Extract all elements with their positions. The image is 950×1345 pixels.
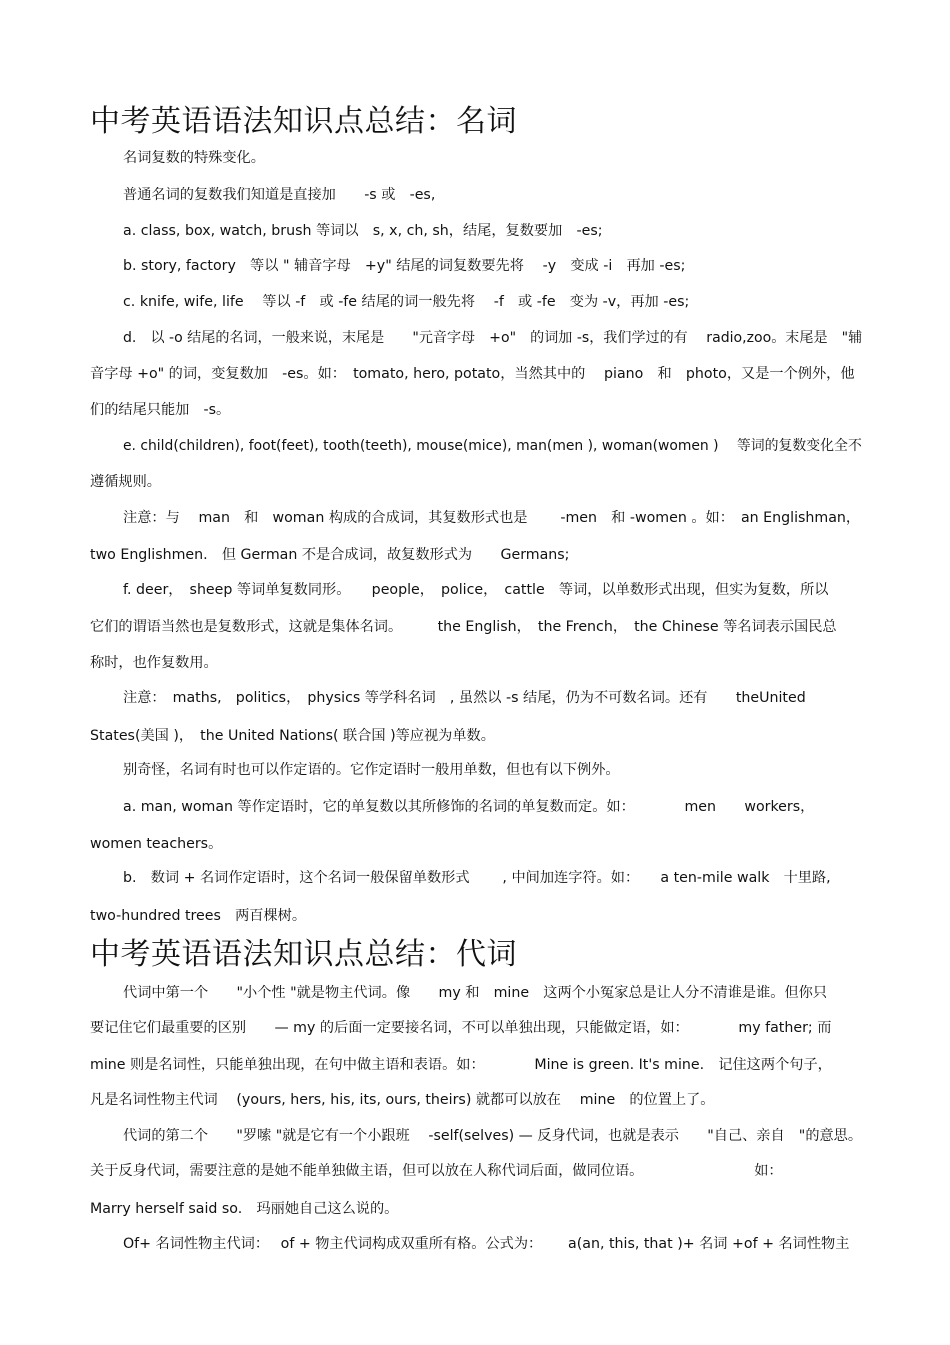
paragraph-line: e. child(children), foot(feet), tooth(teeth), mouse(mice), man(men ), woman(women ) 等词的复数变化全不 (123, 438, 862, 454)
paragraph-line: 注意：与 man 和 woman 构成的合成词，其复数形式也是 -men 和 -women 。如： an Englishman， (123, 510, 861, 526)
paragraph-line: Of+ 名词性物主代词： of + 物主代词构成双重所有格。公式为： a(an, this, that )+ 名词 +of + 名词性物主 (123, 1236, 850, 1252)
paragraph-line: States(美国 )， the United Nations( 联合国 )等应视为单数。 (90, 728, 495, 744)
paragraph-line: 普通名词的复数我们知道是直接加 -s 或 -es, (123, 187, 436, 203)
paragraph-line: two-hundred trees 两百棵树。 (90, 908, 307, 924)
paragraph-line: 遵循规则。 (90, 474, 161, 490)
paragraph-line: mine 则是名词性，只能单独出现，在句中做主语和表语。如： Mine is green. It's mine. 记住这两个句子， (90, 1057, 832, 1073)
paragraph-line: a. class, box, watch, brush 等词以 s, x, ch, sh，结尾，复数要加 -es; (123, 223, 603, 239)
paragraph-line: 要记住它们最重要的区别 — my 的后面一定要接名词，不可以单独出现，只能做定语，如： my father; 而 (90, 1020, 832, 1036)
paragraph-line: two Englishmen. 但 German 不是合成词，故复数形式为 Germans; (90, 547, 570, 563)
paragraph-line: b. story, factory 等以 " 辅音字母 +y" 结尾的词复数要先将 -y 变成 -i 再加 -es; (123, 258, 686, 274)
paragraph-line: 们的结尾只能加 -s。 (90, 402, 231, 418)
section-heading-pronouns: 中考英语语法知识点总结：代词 (90, 937, 517, 972)
paragraph-line: f. deer， sheep 等词单复数同形。 people， police， cattle 等词，以单数形式出现，但实为复数，所以 (123, 582, 829, 598)
paragraph-line: women teachers。 (90, 836, 223, 852)
paragraph-line: b. 数词 + 名词作定语时，这个名词一般保留单数形式 , 中间加连字符。如： a ten-mile walk 十里路, (123, 870, 831, 886)
paragraph-line: 名词复数的特殊变化。 (123, 150, 265, 166)
paragraph-line: Marry herself said so. 玛丽她自己这么说的。 (90, 1201, 399, 1217)
paragraph-line: 注意： maths, politics， physics 等学科名词 , 虽然以 -s 结尾，仍为不可数名词。还有 theUnited (123, 690, 806, 706)
paragraph-line: 它们的谓语当然也是复数形式，这就是集体名词。 the English， the French， the Chinese 等名词表示国民总 (90, 619, 837, 635)
paragraph-line: 别奇怪，名词有时也可以作定语的。它作定语时一般用单数，但也有以下例外。 (123, 762, 620, 778)
paragraph-line: 凡是名词性物主代词 (yours, hers, his, its, ours, theirs) 就都可以放在 mine 的位置上了。 (90, 1092, 715, 1108)
paragraph-line: 称时，也作复数用。 (90, 655, 218, 671)
paragraph-line: a. man, woman 等作定语时，它的单复数以其所修饰的名词的单复数而定。如： men workers， (123, 799, 815, 815)
paragraph-line: d. 以 -o 结尾的名词，一般来说，末尾是 "元音字母 +o" 的词加 -s，我们学过的有 radio,zoo。末尾是 "辅 (123, 330, 863, 346)
paragraph-line: 代词的第二个 "罗嗦 "就是它有一个小跟班 -self(selves) — 反身代词，也就是表示 "自己、亲自 "的意思。 (123, 1128, 863, 1144)
paragraph-line: c. knife, wife, life 等以 -f 或 -fe 结尾的词一般先将 -f 或 -fe 变为 -v，再加 -es; (123, 294, 690, 310)
paragraph-line: 代词中第一个 "小个性 "就是物主代词。像 my 和 mine 这两个小冤家总是让人分不清谁是谁。但你只 (123, 985, 828, 1001)
paragraph-line: 关于反身代词，需要注意的是她不能单独做主语，但可以放在人称代词后面，做同位语。 如： (90, 1163, 783, 1179)
paragraph-line: 音字母 +o" 的词，变复数加 -es。如： tomato, hero, potato，当然其中的 piano 和 photo，又是一个例外，他 (90, 366, 855, 382)
section-heading-nouns: 中考英语语法知识点总结：名词 (90, 104, 517, 139)
